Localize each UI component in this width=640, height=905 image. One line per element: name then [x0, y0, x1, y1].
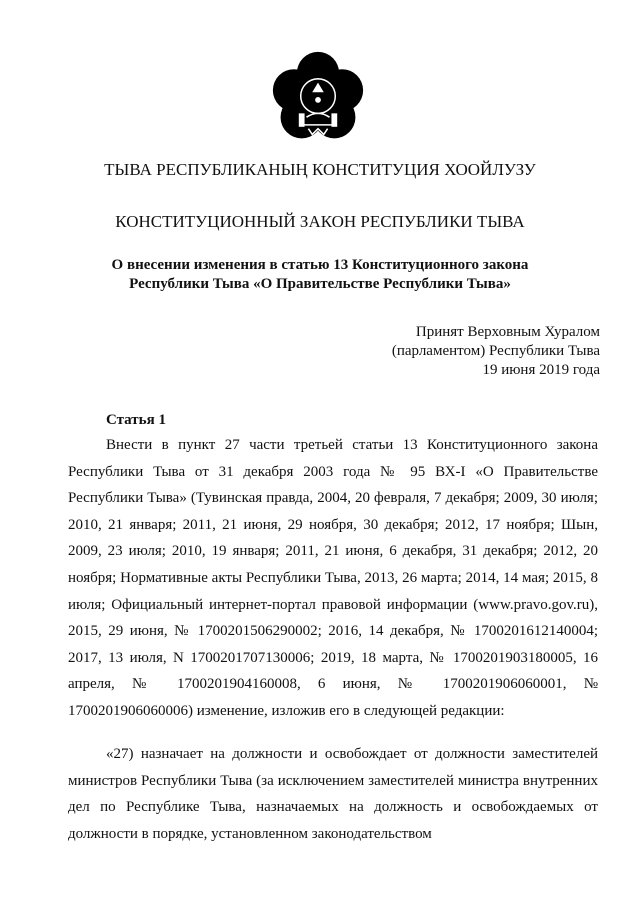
article-quote: «27) назначает на должности и освобождает от должности заместителей министров Республики Тыва (за исключением заместителей министра внутренних дел по Республике Тыва, назначаемых на должность и освобождаемых от должности в порядке, установленном законодательством	[68, 746, 598, 842]
coat-of-arms-emblem-icon	[270, 50, 366, 146]
tuvan-title: ТЫВА РЕСПУБЛИКАНЫҢ КОНСТИТУЦИЯ ХООЙЛУЗУ	[104, 160, 536, 179]
adoption-block	[392, 323, 600, 380]
law-title: КОНСТИТУЦИОННЫЙ ЗАКОН РЕСПУБЛИКИ ТЫВА	[115, 212, 525, 231]
adoption-date: 19 июня 2019 года	[482, 362, 600, 378]
article-paragraph: Внести в пункт 27 части третьей статьи 13 Конституционного закона Республики Тыва от 31 декабря 2003 года № 95 ВХ-I «О Правительстве Республики Тыва» (Тувинская правда, 2004, 20 февраля, 7 декабря; 2009, 30 июля; 2010, 21 января; 2011, 21 июня, 29 ноября, 30 декабря; 2012, 17 ноября; Шын, 2009, 23 июля; 2010, 19 января; 2011, 21 июня, 6 декабря, 31 декабря; 2012, 20 ноября; Нормативные акты Республики Тыва, 2013, 26 марта; 2014, 14 мая; 2015, 8 июля; Официальный интернет-портал правовой информации (www.pravo.gov.ru), 2015, 29 июня, № 1700201506290002; 2016, 14 декабря, № 1700201612140004; 2017, 13 июля, N 1700201707130006; 2019, 18 марта, № 1700201903180005, 16 апреля, № 1700201904160008, 6 июня, № 1700201906060001, № 1700201906060006) изменение, изложив его в следующей редакции:	[68, 437, 598, 719]
article-title: Статья 1	[106, 412, 166, 428]
law-subtitle: О внесении изменения в статью 13 Конституционного закона Республики Тыва «О Правительстве Республики Тыва»	[111, 257, 529, 292]
adoption-line: Принят Верховным Хуралом	[415, 324, 600, 340]
adoption-line: (парламентом) Республики Тыва	[391, 343, 600, 359]
